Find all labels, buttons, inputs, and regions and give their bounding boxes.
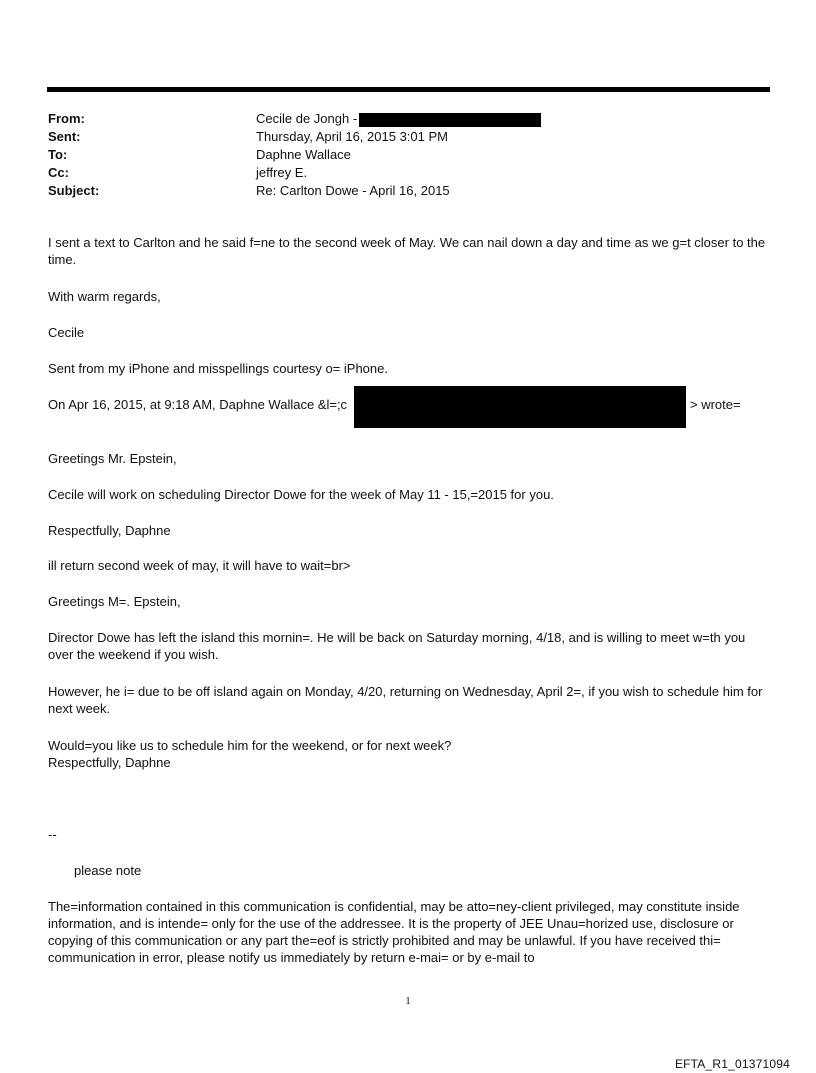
- body-iphone-footer: Sent from my iPhone and misspellings courtesy o= iPhone.: [48, 361, 388, 376]
- sent-row: [48, 128, 768, 146]
- quoted-paragraph-schedule: Cecile will work on scheduling Director Dowe for the week of May 11 - 15,=2015 for you.: [48, 487, 554, 502]
- attribution-suffix: > wrote=: [690, 397, 741, 412]
- quoted-greeting-2: Greetings M=. Epstein,: [48, 594, 181, 609]
- confidentiality-disclaimer: The=information contained in this communication is confidential, may be atto=ney-client privileged, may constitute inside information, and is intende= only for the use of the addressee. It is the property of JEE Unau=horized use, disclosure or copying of this communication or any part the=eof is strictly prohibited and may be unlawful. If you have received thi= communication in error, please notify us immediately by return e-mai= or by e-mail to: [48, 899, 740, 965]
- quoted-signoff: Respectfully, Daphne: [48, 523, 171, 538]
- sent-label: Sent:: [48, 129, 81, 144]
- sent-value: Thursday, April 16, 2015 3:01 PM: [256, 129, 448, 144]
- quoted-question: Would=you like us to schedule him for the weekend, or for next week?: [48, 738, 452, 753]
- redaction-email-address: [354, 386, 686, 428]
- cc-value: jeffrey E.: [256, 165, 308, 180]
- header-rule: [47, 87, 770, 92]
- email-header: [48, 110, 768, 200]
- body-signature-name: Cecile: [48, 325, 85, 340]
- quoted-paragraph-schedule-2: However, he i= due to be off island again on Monday, 4/20, returning on Wednesday, April 2=, if you wish to schedule him for next week.: [48, 684, 763, 716]
- page-number: 1: [405, 995, 411, 1007]
- please-note: please note: [74, 863, 142, 878]
- quoted-paragraph-island: Director Dowe has left the island this mornin=. He will be back on Saturday morning, 4/18, and is willing to meet w=th you over the weekend if you wish.: [48, 630, 746, 662]
- cc-label: Cc:: [48, 165, 69, 180]
- quote-attribution: [48, 386, 768, 430]
- quoted-greeting: Greetings Mr. Epstein,: [48, 451, 177, 466]
- to-label: To:: [48, 147, 68, 162]
- body-closing: With warm regards,: [48, 289, 161, 304]
- attribution-prefix: On Apr 16, 2015, at 9:18 AM, Daphne Wallace &l=;c: [48, 397, 348, 412]
- bates-number: EFTA_R1_01371094: [674, 1057, 790, 1071]
- quoted-reply-line: ill return second week of may, it will have to wait=br>: [48, 558, 351, 573]
- to-row: [48, 146, 768, 164]
- cc-row: [48, 164, 768, 182]
- subject-label: Subject:: [48, 183, 100, 198]
- from-value: [256, 110, 768, 128]
- body-paragraph-1: I sent a text to Carlton and he said f=ne to the second week of May. We can nail down a day and time as we g=t closer to the time.: [48, 235, 766, 267]
- signature-separator: --: [48, 827, 57, 842]
- quoted-signoff-2: Respectfully, Daphne: [48, 755, 171, 770]
- from-sender: Cecile de Jongh -: [256, 111, 358, 126]
- to-value: Daphne Wallace: [256, 147, 351, 162]
- subject-row: [48, 182, 768, 200]
- from-row: [48, 110, 768, 128]
- subject-value: Re: Carlton Dowe - April 16, 2015: [256, 183, 450, 198]
- redaction-email-sender: [359, 113, 541, 127]
- from-label: From:: [48, 111, 85, 126]
